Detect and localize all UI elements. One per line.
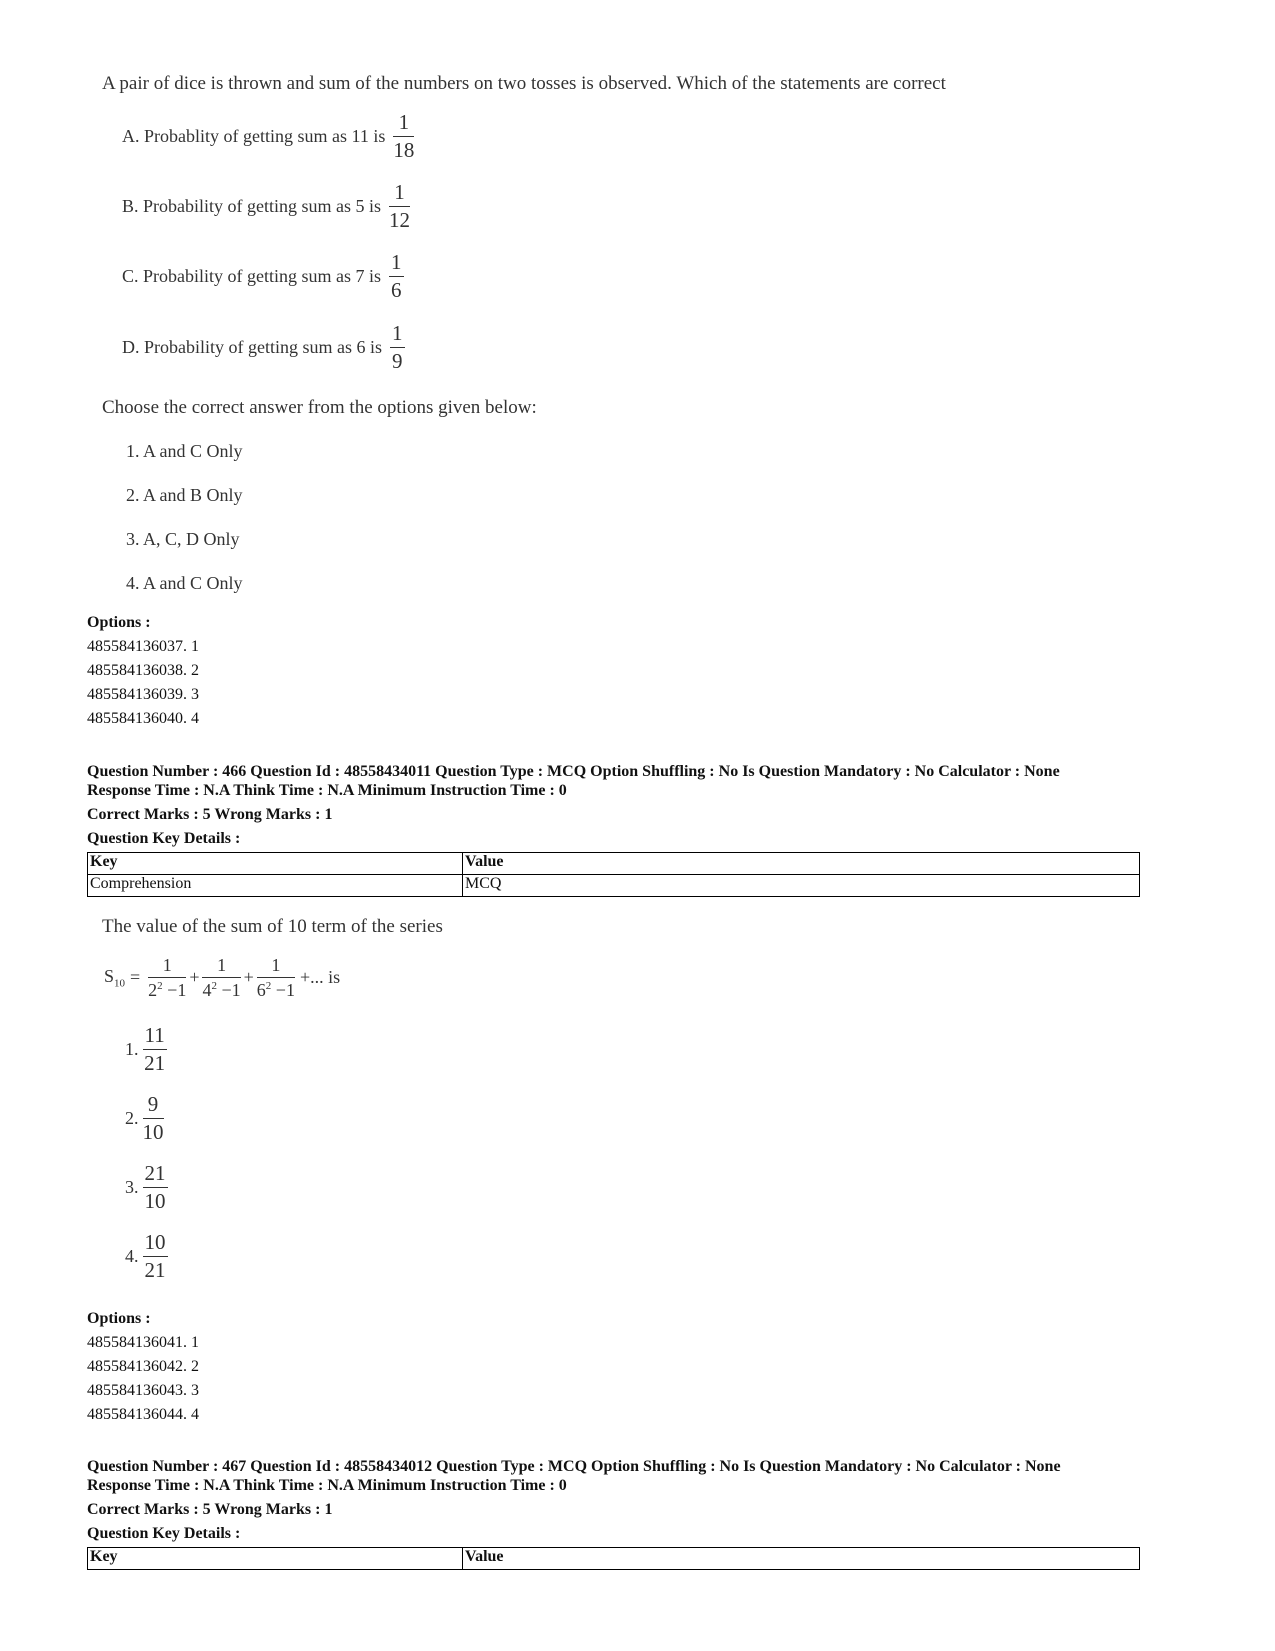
table-header-row — [88, 1548, 1140, 1570]
option-id: 485584136042. 2 — [87, 1358, 199, 1375]
denominator — [257, 978, 295, 999]
denominator — [202, 978, 240, 999]
statement-b — [122, 182, 410, 231]
exponent: 2 — [157, 980, 163, 992]
numerator: 1 — [392, 321, 403, 345]
fraction — [143, 1163, 168, 1212]
table-header-cell: Value — [463, 853, 1140, 875]
choice-label: 1. — [125, 1039, 139, 1059]
base: 4 — [202, 980, 212, 1000]
numerator: 1 — [217, 955, 227, 975]
table-cell: MCQ — [463, 875, 1140, 897]
numerator: 1 — [271, 955, 281, 975]
numerator: 1 — [394, 180, 405, 204]
choice-3 — [125, 1163, 168, 1212]
marks: Correct Marks : 5 Wrong Marks : 1 — [87, 1501, 333, 1518]
table-header-cell: Key — [88, 853, 463, 875]
fraction — [143, 1025, 167, 1074]
minus-one: −1 — [275, 980, 295, 1000]
denominator: 18 — [393, 138, 415, 162]
numerator: 11 — [144, 1023, 165, 1047]
exponent: 2 — [265, 980, 272, 992]
statement-text: B. Probability of getting sum as 5 is — [122, 196, 381, 216]
choice-label: 3. — [125, 1177, 139, 1197]
choice-1: 1. A and C Only — [126, 441, 243, 461]
fraction — [393, 112, 414, 161]
numerator: 10 — [144, 1230, 166, 1254]
options-label: Options : — [87, 614, 151, 631]
choose-prompt: Choose the correct answer from the options given below: — [102, 397, 537, 418]
choice-4 — [125, 1232, 168, 1281]
choice-2 — [125, 1094, 164, 1143]
question-text: The value of the sum of 10 term of the series — [102, 916, 443, 937]
exponent: 2 — [211, 980, 217, 992]
statement-c — [122, 252, 404, 301]
table-row — [88, 875, 1140, 897]
numerator: 1 — [398, 110, 410, 134]
question-meta-time: Response Time : N.A Think Time : N.A Minimum Instruction Time : 0 — [87, 1477, 567, 1494]
key-details-table — [87, 1547, 1140, 1570]
option-id: 485584136037. 1 — [87, 638, 199, 655]
question-meta-time: Response Time : N.A Think Time : N.A Minimum Instruction Time : 0 — [87, 782, 567, 799]
option-id: 485584136041. 1 — [87, 1334, 199, 1351]
statement-d — [122, 323, 405, 372]
fraction — [389, 182, 410, 231]
choice-3: 3. A, C, D Only — [126, 529, 240, 549]
fraction — [390, 323, 405, 372]
plus-sign: + — [189, 967, 200, 987]
question-meta: Question Number : 467 Question Id : 48558434012 Question Type : MCQ Option Shuffling : No Is Question Mandatory : No Calculator : None — [87, 1458, 1061, 1475]
series-term — [202, 956, 240, 999]
numerator: 21 — [144, 1161, 166, 1185]
series-term — [148, 956, 186, 999]
choice-4: 4. A and C Only — [126, 573, 243, 593]
marks: Correct Marks : 5 Wrong Marks : 1 — [87, 806, 333, 823]
series-term — [257, 956, 295, 999]
choice-1 — [125, 1025, 167, 1074]
denominator: 10 — [142, 1120, 164, 1144]
choice-2: 2. A and B Only — [126, 485, 243, 505]
question-text: A pair of dice is thrown and sum of the numbers on two tosses is observed. Which of the statements are correct — [102, 73, 946, 94]
plus-sign: + — [243, 967, 254, 987]
fraction — [143, 1232, 168, 1281]
series-lhs — [104, 966, 125, 990]
options-label: Options : — [87, 1310, 151, 1327]
option-id: 485584136038. 2 — [87, 662, 199, 679]
base: 2 — [148, 980, 158, 1000]
table-header-cell: Key — [88, 1548, 463, 1570]
numerator: 1 — [391, 250, 402, 274]
minus-one: −1 — [221, 980, 241, 1000]
option-id: 485584136044. 4 — [87, 1406, 199, 1423]
option-id: 485584136040. 4 — [87, 710, 199, 727]
statement-a — [122, 112, 414, 161]
key-details-table — [87, 852, 1140, 897]
statement-text: D. Probability of getting sum as 6 is — [122, 337, 382, 357]
statement-text: A. Probablity of getting sum as 11 is — [122, 126, 386, 146]
numerator: 1 — [162, 955, 172, 975]
lhs-subscript: 10 — [114, 977, 126, 990]
lhs-symbol: S — [104, 965, 115, 986]
option-id: 485584136043. 3 — [87, 1382, 199, 1399]
series-expression — [104, 956, 340, 999]
question-meta: Question Number : 466 Question Id : 48558434011 Question Type : MCQ Option Shuffling : No Is Question Mandatory : No Calculator : None — [87, 763, 1060, 780]
equals-sign: = — [130, 967, 141, 987]
denominator: 6 — [391, 278, 402, 302]
fraction — [143, 1094, 164, 1143]
series-tail: +... is — [299, 967, 341, 987]
denominator: 10 — [144, 1189, 166, 1213]
key-details-label: Question Key Details : — [87, 1525, 241, 1542]
statement-text: C. Probability of getting sum as 7 is — [122, 266, 381, 286]
denominator — [148, 978, 186, 999]
fraction — [389, 252, 404, 301]
choice-label: 2. — [125, 1108, 139, 1128]
table-header-row — [88, 853, 1140, 875]
denominator: 21 — [144, 1051, 166, 1075]
base: 6 — [256, 980, 266, 1000]
table-header-cell: Value — [463, 1548, 1140, 1570]
numerator: 9 — [147, 1092, 159, 1116]
option-id: 485584136039. 3 — [87, 686, 199, 703]
denominator: 21 — [144, 1258, 166, 1282]
choice-label: 4. — [125, 1246, 139, 1266]
table-cell: Comprehension — [88, 875, 463, 897]
minus-one: −1 — [167, 980, 187, 1000]
denominator: 9 — [392, 349, 403, 373]
key-details-label: Question Key Details : — [87, 830, 241, 847]
denominator: 12 — [389, 208, 410, 232]
